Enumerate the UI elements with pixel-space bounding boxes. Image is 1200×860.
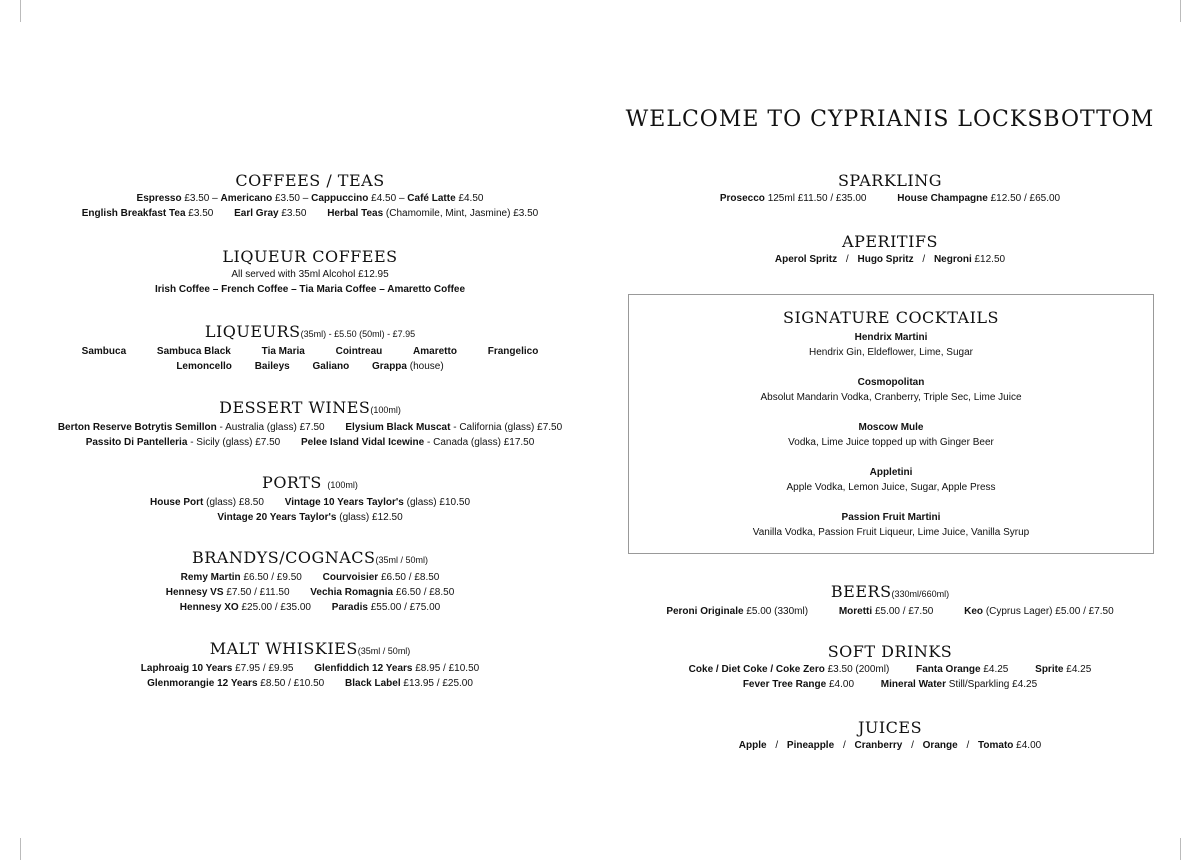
- item-desc: 125ml £11.50 / £35.00: [767, 193, 867, 204]
- cocktail-recipe: Vodka, Lime Juice topped up with Ginger Beer: [788, 437, 994, 448]
- menu-line: [600, 738, 1180, 753]
- item-price: £17.50: [503, 437, 535, 448]
- item-desc: (Cyprus Lager) £5.00 / £7.50: [985, 606, 1114, 617]
- item-name: Americano: [220, 193, 273, 204]
- cocktail-recipe: Apple Vodka, Lemon Juice, Sugar, Apple Press: [786, 482, 996, 493]
- item-price: £6.50 / £8.50: [395, 587, 455, 598]
- item-name: House Port: [149, 497, 204, 508]
- item-name: Orange: [922, 740, 958, 751]
- item-price: £6.50 / £8.50: [380, 572, 440, 583]
- heading-sub: (100ml): [327, 480, 358, 490]
- item-name: Cappuccino: [311, 193, 369, 204]
- menu-line: [0, 600, 620, 615]
- menu-line: Irish Coffee – French Coffee – Tia Maria Coffee – Amaretto Coffee: [154, 284, 466, 295]
- item-name: Sambuca: [81, 346, 127, 357]
- cocktail-recipe: Absolut Mandarin Vodka, Cranberry, Triple Sec, Lime Juice: [760, 392, 1022, 403]
- item-name: Paradis: [331, 602, 368, 613]
- menu-line: [0, 585, 620, 600]
- heading-text: BEERS: [830, 582, 892, 601]
- heading-sub: (35ml) - £5.50 (50ml) - £7.95: [300, 329, 416, 339]
- item-name: Courvoisier: [322, 572, 379, 583]
- item-name: English Breakfast Tea: [81, 208, 186, 219]
- item-price: £7.50 / £11.50: [226, 587, 290, 598]
- item-name: Prosecco: [719, 193, 765, 204]
- item-name: Vintage 10 Years Taylor's: [284, 497, 404, 508]
- heading-sub: (100ml): [370, 405, 401, 415]
- section-heading: [0, 322, 620, 344]
- menu-line: [600, 677, 1180, 692]
- item-name: Laphroaig 10 Years: [140, 663, 233, 674]
- heading-text: DESSERT WINES: [219, 398, 371, 417]
- item-name: Fanta Orange: [916, 664, 981, 675]
- crop-mark: [1180, 0, 1181, 22]
- item-price: £3.50 –: [184, 193, 218, 204]
- separator: /: [845, 254, 849, 265]
- separator: /: [911, 740, 914, 751]
- item-desc: - Australia (glass): [219, 422, 297, 433]
- section-brandys: [0, 548, 620, 615]
- cocktail-recipe: Hendrix Gin, Eldeflower, Lime, Sugar: [809, 347, 973, 358]
- heading-text: MALT WHISKIES: [209, 639, 358, 658]
- cocktails-box: [628, 294, 1154, 554]
- item-name: Glenfiddich 12 Years: [314, 663, 413, 674]
- item-desc: £5.00 (330ml): [746, 606, 809, 617]
- section-whiskies: [0, 639, 620, 691]
- item-price: £8.95 / £10.50: [415, 663, 480, 674]
- item-price: £8.50 / £10.50: [260, 678, 325, 689]
- item-price: £55.00 / £75.00: [370, 602, 441, 613]
- separator: /: [966, 740, 970, 751]
- separator: /: [842, 740, 846, 751]
- section-heading: JUICES: [857, 718, 923, 737]
- section-heading: [0, 473, 620, 495]
- menu-line: [0, 570, 620, 585]
- item-name: Hennesy VS: [165, 587, 224, 598]
- section-liqueur-coffees: [0, 247, 620, 297]
- item-price: £3.50: [513, 208, 539, 219]
- item-price: £7.95 / £9.95: [235, 663, 294, 674]
- section-heading: [0, 639, 620, 661]
- item-name: Apple: [738, 740, 767, 751]
- item-name: Remy Martin: [180, 572, 241, 583]
- item-price: £3.50 –: [274, 193, 309, 204]
- item-desc: £4.25: [983, 664, 1009, 675]
- item-name: Pelee Island Vidal Icewine: [301, 437, 425, 448]
- item-desc: (glass): [206, 497, 237, 508]
- item-desc: £4.25: [1066, 664, 1092, 675]
- menu-line: [0, 191, 620, 206]
- item-price: £3.50: [188, 208, 214, 219]
- cocktail-name: Hendrix Martini: [854, 332, 928, 343]
- item-name: Espresso: [136, 193, 182, 204]
- item-desc: £4.00: [828, 679, 855, 690]
- item-name: Coke / Diet Coke / Coke Zero: [688, 664, 825, 675]
- crop-mark: [1180, 838, 1181, 860]
- item-price: £4.00: [1016, 740, 1042, 751]
- section-heading: [600, 582, 1180, 604]
- section-coffees: [0, 171, 620, 221]
- item-name: Herbal Teas: [327, 208, 384, 219]
- item-name: Sambuca Black: [156, 346, 231, 357]
- menu-line: [600, 662, 1180, 677]
- item-name: Fever Tree Range: [742, 679, 827, 690]
- item-desc: - Canada (glass): [427, 437, 501, 448]
- item-name: Cointreau: [335, 346, 383, 357]
- menu-line: [600, 191, 1180, 206]
- item-name: Aperol Spritz: [774, 254, 838, 265]
- section-heading: [0, 548, 620, 570]
- heading-text: BRANDYS/COGNACS: [191, 548, 376, 567]
- item-price: £4.50 –: [371, 193, 405, 204]
- page-title: WELCOME TO CYPRIANIS LOCKSBOTTOM: [625, 107, 1155, 132]
- heading-sub: (35ml / 50ml): [375, 555, 428, 565]
- item-name: Earl Gray: [234, 208, 279, 219]
- item-name: Grappa: [371, 361, 407, 372]
- menu-line: [0, 495, 620, 510]
- section-aperitifs: [600, 232, 1180, 267]
- item-name: Hennesy XO: [179, 602, 239, 613]
- item-desc: £5.00 / £7.50: [874, 606, 934, 617]
- item-name: Vintage 20 Years Taylor's: [217, 512, 337, 523]
- item-name: Pineapple: [786, 740, 835, 751]
- item-name: Vechia Romagnia: [310, 587, 394, 598]
- item-desc: £3.50 (200ml): [827, 664, 890, 675]
- cocktail-name: Cosmopolitan: [857, 377, 925, 388]
- item-price: £7.50: [537, 422, 563, 433]
- item-name: Black Label: [345, 678, 401, 689]
- heading-sub: (35ml / 50ml): [357, 646, 411, 656]
- cocktail-item: [629, 330, 1153, 360]
- menu-line: [0, 435, 620, 450]
- item-name: Galiano: [312, 361, 350, 372]
- section-liqueurs: [0, 322, 620, 374]
- item-name: Moretti: [838, 606, 873, 617]
- section-heading: SOFT DRINKS: [827, 642, 953, 661]
- heading-text: LIQUEURS: [204, 322, 301, 341]
- menu-line: [0, 344, 620, 359]
- section-ports: [0, 473, 620, 525]
- separator: /: [775, 740, 779, 751]
- item-price: £13.95 / £25.00: [403, 678, 473, 689]
- menu-line: [0, 661, 620, 676]
- item-name: Mineral Water: [880, 679, 946, 690]
- section-sparkling: [600, 171, 1180, 206]
- section-heading: SPARKLING: [837, 171, 943, 190]
- separator: /: [922, 254, 926, 265]
- item-desc: - California (glass): [453, 422, 535, 433]
- item-name: Baileys: [254, 361, 290, 372]
- item-name: House Champagne: [897, 193, 988, 204]
- item-name: Keo: [964, 606, 984, 617]
- item-price: £25.00 / £35.00: [241, 602, 311, 613]
- item-name: Café Latte: [407, 193, 456, 204]
- item-name: Elysium Black Muscat: [345, 422, 451, 433]
- cocktail-name: Moscow Mule: [858, 422, 924, 433]
- menu-line: [0, 676, 620, 691]
- cocktail-name: Passion Fruit Martini: [841, 512, 941, 523]
- item-name: Tomato: [978, 740, 1014, 751]
- menu-line: [0, 359, 620, 374]
- section-note: All served with 35ml Alcohol £12.95: [231, 269, 389, 280]
- item-desc: - Sicily (glass): [190, 437, 253, 448]
- cocktail-item: [629, 375, 1153, 405]
- cocktail-name: Appletini: [869, 467, 913, 478]
- item-name: Frangelico: [487, 346, 539, 357]
- menu-line: [0, 510, 620, 525]
- heading-text: PORTS: [262, 473, 322, 492]
- section-heading: [0, 398, 620, 420]
- item-desc: (house): [409, 361, 444, 372]
- item-desc: (glass): [339, 512, 370, 523]
- item-name: Amaretto: [413, 346, 457, 357]
- menu-line: [0, 206, 620, 221]
- item-price: £12.50: [974, 254, 1006, 265]
- item-name: Cranberry: [854, 740, 903, 751]
- item-price: £7.50: [299, 422, 325, 433]
- menu-line: [600, 604, 1180, 619]
- section-juices: [600, 718, 1180, 753]
- item-name: Negroni: [933, 254, 972, 265]
- section-heading: APERITIFS: [842, 232, 938, 251]
- item-price: £3.50: [281, 208, 307, 219]
- section-heading: COFFEES / TEAS: [235, 171, 385, 190]
- item-name: Peroni Originale: [666, 606, 744, 617]
- item-desc: Still/Sparkling £4.25: [948, 679, 1038, 690]
- section-soft-drinks: [600, 642, 1180, 692]
- item-price: £4.50: [458, 193, 484, 204]
- heading-sub: (330ml/660ml): [891, 589, 950, 599]
- cocktail-item: [629, 510, 1153, 540]
- item-price: £6.50 / £9.50: [243, 572, 302, 583]
- cocktail-item: [629, 420, 1153, 450]
- item-price: £8.50: [238, 497, 264, 508]
- item-name: Tia Maria: [261, 346, 305, 357]
- item-name: Hugo Spritz: [857, 254, 914, 265]
- section-heading: SIGNATURE COCKTAILS: [782, 308, 1000, 327]
- cocktail-recipe: Vanilla Vodka, Passion Fruit Liqueur, Lime Juice, Vanilla Syrup: [752, 527, 1030, 538]
- item-name: Glenmorangie 12 Years: [147, 678, 258, 689]
- section-beers: [600, 582, 1180, 619]
- cocktail-item: [629, 465, 1153, 495]
- section-dessert-wines: [0, 398, 620, 450]
- item-price: £10.50: [439, 497, 471, 508]
- item-name: Berton Reserve Botrytis Semillon: [57, 422, 217, 433]
- menu-line: [0, 420, 620, 435]
- item-desc: (glass): [406, 497, 437, 508]
- section-heading: LIQUEUR COFFEES: [222, 247, 398, 266]
- menu-line: [600, 252, 1180, 267]
- item-price: £12.50: [372, 512, 403, 523]
- item-name: Lemoncello: [176, 361, 232, 372]
- item-name: Sprite: [1035, 664, 1064, 675]
- item-price: £7.50: [255, 437, 281, 448]
- item-desc: £12.50 / £65.00: [990, 193, 1061, 204]
- item-name: Passito Di Pantelleria: [85, 437, 188, 448]
- item-desc: (Chamomile, Mint, Jasmine): [385, 208, 511, 219]
